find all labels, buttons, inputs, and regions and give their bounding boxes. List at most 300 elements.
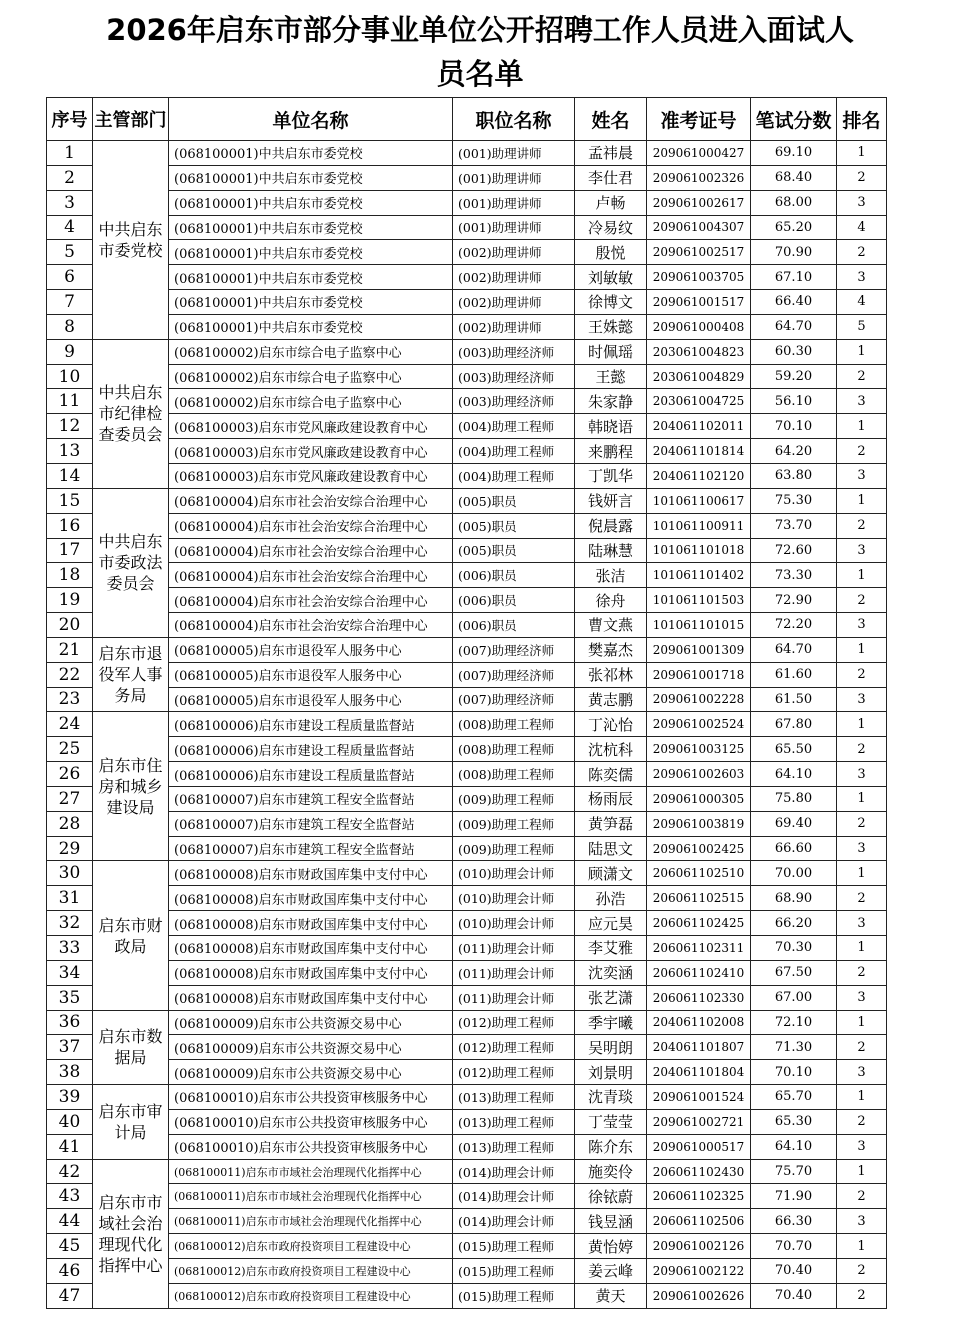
- dept-cell: 启东市市域社会治理现代化指挥中心: [93, 1159, 169, 1308]
- page-title: [30, 8, 930, 96]
- unit-name: (068100010)启东市公共投资审核服务中心: [169, 1109, 453, 1134]
- written-score: 70.90: [751, 240, 837, 265]
- position-name: (002)助理讲师: [453, 265, 575, 290]
- written-score: 70.70: [751, 1234, 837, 1259]
- exam-cert-number: 204061102008: [647, 1010, 751, 1035]
- rank-value: 1: [837, 1085, 887, 1110]
- position-name: (003)助理经济师: [453, 389, 575, 414]
- candidate-name: 杨雨辰: [575, 786, 647, 811]
- rank-value: 3: [837, 190, 887, 215]
- rank-value: 3: [837, 613, 887, 638]
- written-score: 75.30: [751, 488, 837, 513]
- unit-name: (068100012)启东市政府投资项目工程建设中心: [169, 1234, 453, 1259]
- unit-name: (068100001)中共启东市委党校: [169, 265, 453, 290]
- unit-name: (068100011)启东市市域社会治理现代化指挥中心: [169, 1184, 453, 1209]
- exam-cert-number: 209061002603: [647, 762, 751, 787]
- candidate-name: 倪晨露: [575, 513, 647, 538]
- table-row: [47, 165, 887, 190]
- table-row: [47, 1209, 887, 1234]
- written-score: 72.20: [751, 613, 837, 638]
- exam-cert-number: 203061004725: [647, 389, 751, 414]
- table-row: [47, 488, 887, 513]
- dept-cell: 启东市退役军人事务局: [93, 637, 169, 712]
- unit-name: (068100012)启东市政府投资项目工程建设中心: [169, 1258, 453, 1283]
- exam-cert-number: 209061001718: [647, 662, 751, 687]
- position-name: (002)助理讲师: [453, 314, 575, 339]
- unit-name: (068100006)启东市建设工程质量监督站: [169, 737, 453, 762]
- row-index: 20: [47, 613, 93, 638]
- position-name: (005)职员: [453, 488, 575, 513]
- row-index: 16: [47, 513, 93, 538]
- header-unit: 单位名称: [169, 98, 453, 141]
- table-row: [47, 314, 887, 339]
- written-score: 75.80: [751, 786, 837, 811]
- table-row: [47, 190, 887, 215]
- written-score: 67.80: [751, 712, 837, 737]
- position-name: (008)助理工程师: [453, 737, 575, 762]
- table-row: [47, 513, 887, 538]
- rank-value: 2: [837, 960, 887, 985]
- exam-cert-number: 209061002228: [647, 687, 751, 712]
- written-score: 64.20: [751, 439, 837, 464]
- row-index: 13: [47, 439, 93, 464]
- exam-cert-number: 209061000427: [647, 141, 751, 166]
- rank-value: 2: [837, 737, 887, 762]
- written-score: 63.80: [751, 463, 837, 488]
- row-index: 27: [47, 786, 93, 811]
- candidate-name: 韩晓语: [575, 414, 647, 439]
- written-score: 69.10: [751, 141, 837, 166]
- table-row: [47, 538, 887, 563]
- exam-cert-number: 209061003819: [647, 811, 751, 836]
- exam-cert-number: 209061001524: [647, 1085, 751, 1110]
- candidate-name: 殷悦: [575, 240, 647, 265]
- dept-cell: 中共启东市委政法委员会: [93, 488, 169, 637]
- position-name: (010)助理会计师: [453, 886, 575, 911]
- candidate-name: 沈青琰: [575, 1085, 647, 1110]
- written-score: 64.70: [751, 314, 837, 339]
- candidate-name: 李仕君: [575, 165, 647, 190]
- candidate-name: 王姝懿: [575, 314, 647, 339]
- written-score: 65.50: [751, 737, 837, 762]
- candidate-name: 张祁林: [575, 662, 647, 687]
- exam-cert-number: 206061102425: [647, 911, 751, 936]
- candidate-table: [46, 97, 887, 1309]
- candidate-name: 丁沁怡: [575, 712, 647, 737]
- row-index: 4: [47, 215, 93, 240]
- candidate-name: 顾潇文: [575, 861, 647, 886]
- header-cert: 准考证号: [647, 98, 751, 141]
- table-row: [47, 1184, 887, 1209]
- candidate-name: 丁凯华: [575, 463, 647, 488]
- row-index: 44: [47, 1209, 93, 1234]
- exam-cert-number: 209061002617: [647, 190, 751, 215]
- rank-value: 1: [837, 563, 887, 588]
- unit-name: (068100002)启东市综合电子监察中心: [169, 339, 453, 364]
- table-row: [47, 414, 887, 439]
- position-name: (015)助理工程师: [453, 1234, 575, 1259]
- table-row: [47, 613, 887, 638]
- rank-value: 4: [837, 215, 887, 240]
- written-score: 73.70: [751, 513, 837, 538]
- exam-cert-number: 209061002524: [647, 712, 751, 737]
- table-row: [47, 836, 887, 861]
- table-row: [47, 911, 887, 936]
- table-row: [47, 985, 887, 1010]
- candidate-name: 应元昊: [575, 911, 647, 936]
- rank-value: 1: [837, 1234, 887, 1259]
- candidate-name: 朱家静: [575, 389, 647, 414]
- position-name: (012)助理工程师: [453, 1035, 575, 1060]
- rank-value: 3: [837, 463, 887, 488]
- row-index: 40: [47, 1109, 93, 1134]
- row-index: 9: [47, 339, 93, 364]
- candidate-name: 孙浩: [575, 886, 647, 911]
- unit-name: (068100004)启东市社会治安综合治理中心: [169, 563, 453, 588]
- rank-value: 3: [837, 911, 887, 936]
- row-index: 31: [47, 886, 93, 911]
- table-row: [47, 737, 887, 762]
- row-index: 28: [47, 811, 93, 836]
- position-name: (012)助理工程师: [453, 1060, 575, 1085]
- unit-name: (068100004)启东市社会治安综合治理中心: [169, 488, 453, 513]
- candidate-name: 施奕伶: [575, 1159, 647, 1184]
- table-row: [47, 463, 887, 488]
- table-row: [47, 1283, 887, 1308]
- exam-cert-number: 209061002122: [647, 1258, 751, 1283]
- unit-name: (068100001)中共启东市委党校: [169, 141, 453, 166]
- exam-cert-number: 209061000408: [647, 314, 751, 339]
- written-score: 70.10: [751, 1060, 837, 1085]
- unit-name: (068100011)启东市市域社会治理现代化指挥中心: [169, 1209, 453, 1234]
- unit-name: (068100001)中共启东市委党校: [169, 165, 453, 190]
- written-score: 66.40: [751, 290, 837, 315]
- rank-value: 1: [837, 936, 887, 961]
- table-row: [47, 439, 887, 464]
- table-row: [47, 588, 887, 613]
- table-row: [47, 1134, 887, 1159]
- candidate-name: 张洁: [575, 563, 647, 588]
- unit-name: (068100004)启东市社会治安综合治理中心: [169, 588, 453, 613]
- exam-cert-number: 206061102510: [647, 861, 751, 886]
- position-name: (003)助理经济师: [453, 339, 575, 364]
- rank-value: 3: [837, 985, 887, 1010]
- position-name: (005)职员: [453, 538, 575, 563]
- candidate-name: 刘敏敏: [575, 265, 647, 290]
- table-row: [47, 240, 887, 265]
- row-index: 45: [47, 1234, 93, 1259]
- dept-cell: 启东市数据局: [93, 1010, 169, 1085]
- table-row: [47, 265, 887, 290]
- unit-name: (068100009)启东市公共资源交易中心: [169, 1060, 453, 1085]
- exam-cert-number: 209061004307: [647, 215, 751, 240]
- table-row: [47, 712, 887, 737]
- table-row: [47, 687, 887, 712]
- written-score: 64.70: [751, 637, 837, 662]
- position-name: (014)助理会计师: [453, 1159, 575, 1184]
- rank-value: 2: [837, 1184, 887, 1209]
- header-position: 职位名称: [453, 98, 575, 141]
- rank-value: 1: [837, 488, 887, 513]
- written-score: 65.70: [751, 1085, 837, 1110]
- candidate-name: 陈介东: [575, 1134, 647, 1159]
- table-row: [47, 960, 887, 985]
- exam-cert-number: 101061100617: [647, 488, 751, 513]
- exam-cert-number: 101061101503: [647, 588, 751, 613]
- row-index: 37: [47, 1035, 93, 1060]
- rank-value: 3: [837, 538, 887, 563]
- written-score: 61.50: [751, 687, 837, 712]
- position-name: (001)助理讲师: [453, 141, 575, 166]
- unit-name: (068100001)中共启东市委党校: [169, 240, 453, 265]
- unit-name: (068100003)启东市党风廉政建设教育中心: [169, 439, 453, 464]
- candidate-name: 卢畅: [575, 190, 647, 215]
- exam-cert-number: 209061002425: [647, 836, 751, 861]
- table-row: [47, 1010, 887, 1035]
- rank-value: 2: [837, 1283, 887, 1308]
- written-score: 67.00: [751, 985, 837, 1010]
- unit-name: (068100008)启东市财政国库集中支付中心: [169, 960, 453, 985]
- row-index: 32: [47, 911, 93, 936]
- written-score: 69.40: [751, 811, 837, 836]
- header-score: 笔试分数: [751, 98, 837, 141]
- row-index: 34: [47, 960, 93, 985]
- table-row: [47, 141, 887, 166]
- row-index: 8: [47, 314, 93, 339]
- unit-name: (068100010)启东市公共投资审核服务中心: [169, 1085, 453, 1110]
- position-name: (007)助理经济师: [453, 662, 575, 687]
- table-row: [47, 662, 887, 687]
- written-score: 67.50: [751, 960, 837, 985]
- unit-name: (068100002)启东市综合电子监察中心: [169, 364, 453, 389]
- row-index: 43: [47, 1184, 93, 1209]
- written-score: 61.60: [751, 662, 837, 687]
- exam-cert-number: 206061102330: [647, 985, 751, 1010]
- rank-value: 2: [837, 1109, 887, 1134]
- position-name: (006)职员: [453, 613, 575, 638]
- exam-cert-number: 209061000517: [647, 1134, 751, 1159]
- candidate-name: 黄怡婷: [575, 1234, 647, 1259]
- rank-value: 2: [837, 811, 887, 836]
- dept-cell: 启东市财政局: [93, 861, 169, 1010]
- exam-cert-number: 206061102311: [647, 936, 751, 961]
- rank-value: 2: [837, 240, 887, 265]
- row-index: 29: [47, 836, 93, 861]
- unit-name: (068100007)启东市建筑工程安全监督站: [169, 836, 453, 861]
- rank-value: 1: [837, 637, 887, 662]
- position-name: (011)助理会计师: [453, 985, 575, 1010]
- candidate-name: 来鹏程: [575, 439, 647, 464]
- table-row: [47, 290, 887, 315]
- position-name: (003)助理经济师: [453, 364, 575, 389]
- position-name: (013)助理工程师: [453, 1085, 575, 1110]
- candidate-name: 张艺潇: [575, 985, 647, 1010]
- rank-value: 1: [837, 339, 887, 364]
- written-score: 70.10: [751, 414, 837, 439]
- candidate-name: 徐博文: [575, 290, 647, 315]
- table-row: [47, 1159, 887, 1184]
- table-row: [47, 563, 887, 588]
- exam-cert-number: 209061002721: [647, 1109, 751, 1134]
- rank-value: 3: [837, 265, 887, 290]
- unit-name: (068100008)启东市财政国库集中支付中心: [169, 985, 453, 1010]
- unit-name: (068100005)启东市退役军人服务中心: [169, 662, 453, 687]
- candidate-name: 沈奕涵: [575, 960, 647, 985]
- written-score: 68.40: [751, 165, 837, 190]
- dept-cell: 启东市审计局: [93, 1085, 169, 1160]
- position-name: (001)助理讲师: [453, 215, 575, 240]
- position-name: (015)助理工程师: [453, 1258, 575, 1283]
- row-index: 3: [47, 190, 93, 215]
- rank-value: 2: [837, 1258, 887, 1283]
- row-index: 36: [47, 1010, 93, 1035]
- unit-name: (068100006)启东市建设工程质量监督站: [169, 762, 453, 787]
- unit-name: (068100007)启东市建筑工程安全监督站: [169, 786, 453, 811]
- unit-name: (068100005)启东市退役军人服务中心: [169, 637, 453, 662]
- unit-name: (068100009)启东市公共资源交易中心: [169, 1035, 453, 1060]
- unit-name: (068100001)中共启东市委党校: [169, 314, 453, 339]
- rank-value: 3: [837, 687, 887, 712]
- candidate-name: 钱妍言: [575, 488, 647, 513]
- table-row: [47, 1035, 887, 1060]
- unit-name: (068100004)启东市社会治安综合治理中心: [169, 538, 453, 563]
- position-name: (014)助理会计师: [453, 1184, 575, 1209]
- exam-cert-number: 204061102011: [647, 414, 751, 439]
- exam-cert-number: 209061003705: [647, 265, 751, 290]
- written-score: 64.10: [751, 1134, 837, 1159]
- written-score: 70.40: [751, 1258, 837, 1283]
- position-name: (013)助理工程师: [453, 1134, 575, 1159]
- candidate-name: 钱昱涵: [575, 1209, 647, 1234]
- candidate-name: 陆琳慧: [575, 538, 647, 563]
- row-index: 33: [47, 936, 93, 961]
- row-index: 26: [47, 762, 93, 787]
- candidate-name: 陈奕儒: [575, 762, 647, 787]
- table-header-row: [47, 98, 887, 141]
- written-score: 70.00: [751, 861, 837, 886]
- unit-name: (068100008)启东市财政国库集中支付中心: [169, 886, 453, 911]
- position-name: (009)助理工程师: [453, 811, 575, 836]
- exam-cert-number: 209061002626: [647, 1283, 751, 1308]
- written-score: 75.70: [751, 1159, 837, 1184]
- table-row: [47, 936, 887, 961]
- header-index: 序号: [47, 98, 93, 141]
- position-name: (005)职员: [453, 513, 575, 538]
- written-score: 60.30: [751, 339, 837, 364]
- written-score: 68.00: [751, 190, 837, 215]
- row-index: 15: [47, 488, 93, 513]
- exam-cert-number: 204061101804: [647, 1060, 751, 1085]
- row-index: 24: [47, 712, 93, 737]
- table-row: [47, 786, 887, 811]
- row-index: 30: [47, 861, 93, 886]
- unit-name: (068100011)启东市市域社会治理现代化指挥中心: [169, 1159, 453, 1184]
- rank-value: 1: [837, 141, 887, 166]
- rank-value: 3: [837, 389, 887, 414]
- rank-value: 3: [837, 1209, 887, 1234]
- rank-value: 3: [837, 836, 887, 861]
- header-rank: 排名: [837, 98, 887, 141]
- candidate-name: 徐舟: [575, 588, 647, 613]
- row-index: 12: [47, 414, 93, 439]
- unit-name: (068100012)启东市政府投资项目工程建设中心: [169, 1283, 453, 1308]
- exam-cert-number: 203061004829: [647, 364, 751, 389]
- position-name: (013)助理工程师: [453, 1109, 575, 1134]
- row-index: 5: [47, 240, 93, 265]
- unit-name: (068100002)启东市综合电子监察中心: [169, 389, 453, 414]
- table-row: [47, 861, 887, 886]
- row-index: 19: [47, 588, 93, 613]
- exam-cert-number: 206061102430: [647, 1159, 751, 1184]
- exam-cert-number: 204061102120: [647, 463, 751, 488]
- position-name: (004)助理工程师: [453, 439, 575, 464]
- row-index: 39: [47, 1085, 93, 1110]
- position-name: (008)助理工程师: [453, 762, 575, 787]
- candidate-name: 冷易纹: [575, 215, 647, 240]
- rank-value: 2: [837, 588, 887, 613]
- row-index: 17: [47, 538, 93, 563]
- header-dept: 主管部门: [93, 98, 169, 141]
- table-row: [47, 762, 887, 787]
- exam-cert-number: 209061001517: [647, 290, 751, 315]
- written-score: 72.10: [751, 1010, 837, 1035]
- title-line-2: 员名单: [436, 57, 524, 91]
- written-score: 70.30: [751, 936, 837, 961]
- unit-name: (068100008)启东市财政国库集中支付中心: [169, 911, 453, 936]
- written-score: 72.90: [751, 588, 837, 613]
- position-name: (001)助理讲师: [453, 165, 575, 190]
- rank-value: 1: [837, 1159, 887, 1184]
- unit-name: (068100005)启东市退役军人服务中心: [169, 687, 453, 712]
- unit-name: (068100001)中共启东市委党校: [169, 290, 453, 315]
- written-score: 73.30: [751, 563, 837, 588]
- candidate-name: 孟祎晨: [575, 141, 647, 166]
- row-index: 25: [47, 737, 93, 762]
- row-index: 21: [47, 637, 93, 662]
- position-name: (012)助理工程师: [453, 1010, 575, 1035]
- position-name: (009)助理工程师: [453, 836, 575, 861]
- position-name: (002)助理讲师: [453, 290, 575, 315]
- written-score: 66.60: [751, 836, 837, 861]
- written-score: 71.90: [751, 1184, 837, 1209]
- rank-value: 3: [837, 1134, 887, 1159]
- written-score: 66.30: [751, 1209, 837, 1234]
- exam-cert-number: 101061100911: [647, 513, 751, 538]
- exam-cert-number: 209061003125: [647, 737, 751, 762]
- table-row: [47, 364, 887, 389]
- position-name: (009)助理工程师: [453, 786, 575, 811]
- unit-name: (068100003)启东市党风廉政建设教育中心: [169, 414, 453, 439]
- exam-cert-number: 209061000305: [647, 786, 751, 811]
- position-name: (006)职员: [453, 588, 575, 613]
- unit-name: (068100008)启东市财政国库集中支付中心: [169, 861, 453, 886]
- table-row: [47, 637, 887, 662]
- position-name: (004)助理工程师: [453, 414, 575, 439]
- row-index: 18: [47, 563, 93, 588]
- candidate-name: 黄志鹏: [575, 687, 647, 712]
- row-index: 41: [47, 1134, 93, 1159]
- row-index: 38: [47, 1060, 93, 1085]
- rank-value: 1: [837, 712, 887, 737]
- rank-value: 5: [837, 314, 887, 339]
- candidate-name: 姜云峰: [575, 1258, 647, 1283]
- exam-cert-number: 209061001309: [647, 637, 751, 662]
- exam-cert-number: 206061102506: [647, 1209, 751, 1234]
- candidate-name: 季宇曦: [575, 1010, 647, 1035]
- exam-cert-number: 209061002517: [647, 240, 751, 265]
- candidate-name: 沈杭科: [575, 737, 647, 762]
- candidate-name: 黄天: [575, 1283, 647, 1308]
